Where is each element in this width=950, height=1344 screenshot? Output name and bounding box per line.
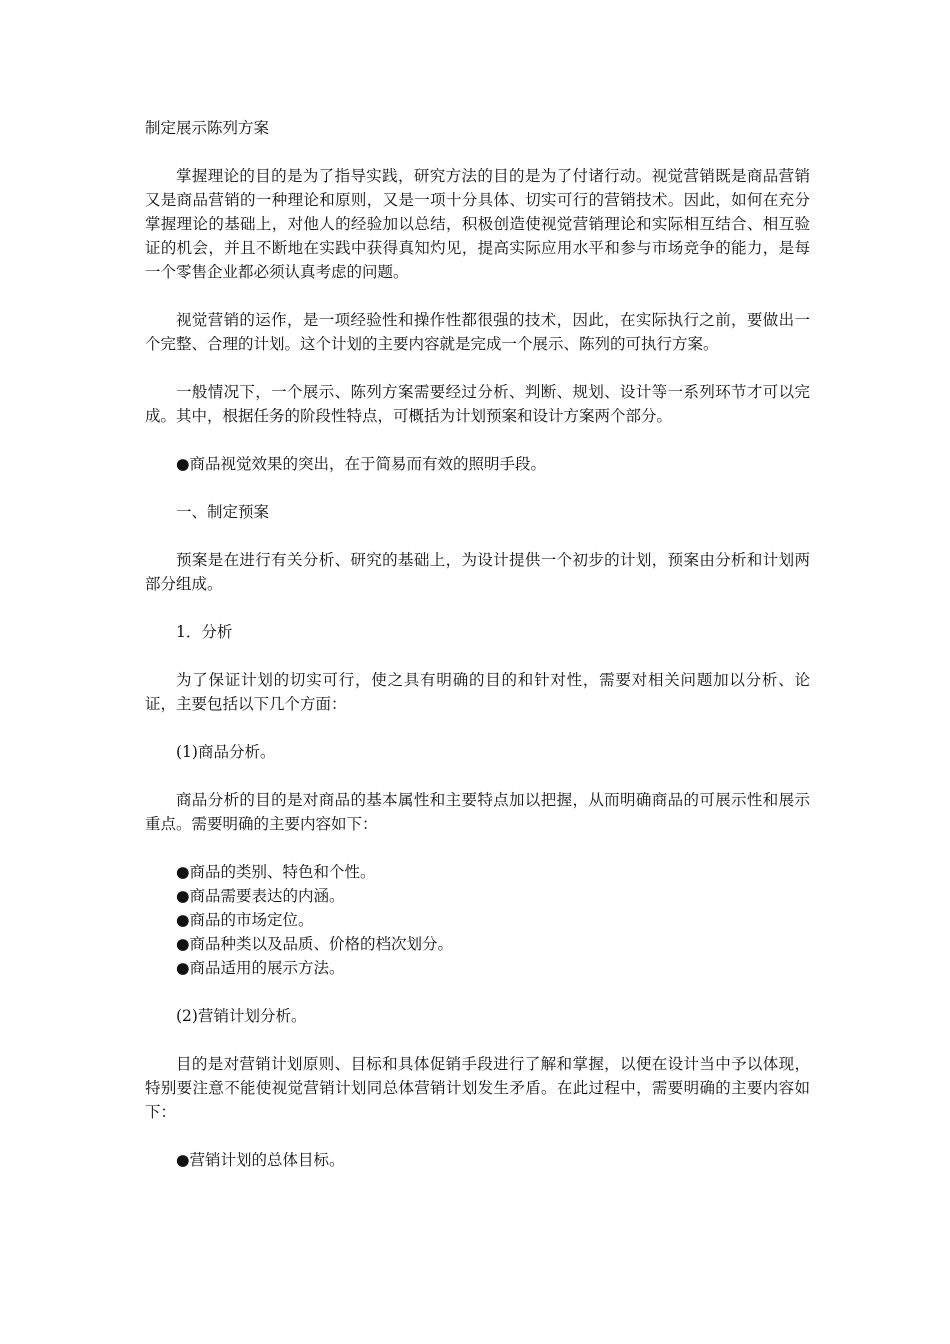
item-heading-product-analysis: (1)商品分析。 <box>176 743 276 761</box>
paragraph-operation: 视觉营销的运作，是一项经验性和操作性都很强的技术，因此，在实际执行之前，要做出一个完整、合理的计划。这个计划的主要内容就是完成一个展示、陈列的可执行方案。 <box>145 311 810 353</box>
document-page <box>145 116 810 1196</box>
section-heading-plan: 一、制定预案 <box>176 503 270 521</box>
document-title: 制定展示陈列方案 <box>145 119 270 137</box>
paragraph-general: 一般情况下，一个展示、陈列方案需要经过分析、判断、规划、设计等一系列环节才可以完成。其中，根据任务的阶段性特点，可概括为计划预案和设计方案两个部分。 <box>145 383 810 425</box>
product-bullet-list <box>145 860 810 980</box>
list-item: ●商品的类别、特色和个性。 <box>176 863 376 881</box>
paragraph-product-analysis: 商品分析的目的是对商品的基本属性和主要特点加以把握，从而明确商品的可展示性和展示重点。需要明确的主要内容如下： <box>145 791 810 833</box>
paragraph-marketing-analysis: 目的是对营销计划原则、目标和具体促销手段进行了解和掌握，以便在设计当中予以体现，特别要注意不能使视觉营销计划同总体营销计划发生矛盾。在此过程中，需要明确的主要内容如下： <box>145 1055 810 1121</box>
paragraph-analysis: 为了保证计划的切实可行，使之具有明确的目的和针对性，需要对相关问题加以分析、论证，主要包括以下几个方面： <box>145 671 810 713</box>
list-item: ●商品的市场定位。 <box>176 911 314 929</box>
list-item: ●商品适用的展示方法。 <box>176 959 345 977</box>
paragraph-intro: 掌握理论的目的是为了指导实践，研究方法的目的是为了付诸行动。视觉营销既是商品营销又是商品营销的一种理论和原则，又是一项十分具体、切实可行的营销技术。因此，如何在充分掌握理论的基础上，对他人的经验加以总结，积极创造使视觉营销理论和实际相互结合、相互验证的机会，并且不断地在实践中获得真知灼见，提高实际应用水平和参与市场竞争的能力，是每一个零售企业都必须认真考虑的问题。 <box>145 167 810 281</box>
subsection-heading-analysis: 1．分析 <box>176 623 233 641</box>
list-item: ●商品需要表达的内涵。 <box>176 887 345 905</box>
list-item: ●商品种类以及品质、价格的档次划分。 <box>176 935 454 953</box>
bullet-lighting: ●商品视觉效果的突出，在于简易而有效的照明手段。 <box>176 455 547 473</box>
paragraph-plan: 预案是在进行有关分析、研究的基础上，为设计提供一个初步的计划，预案由分析和计划两部分组成。 <box>145 551 810 593</box>
bullet-marketing-goal: ●营销计划的总体目标。 <box>176 1151 345 1169</box>
item-heading-marketing-analysis: (2)营销计划分析。 <box>176 1007 307 1025</box>
